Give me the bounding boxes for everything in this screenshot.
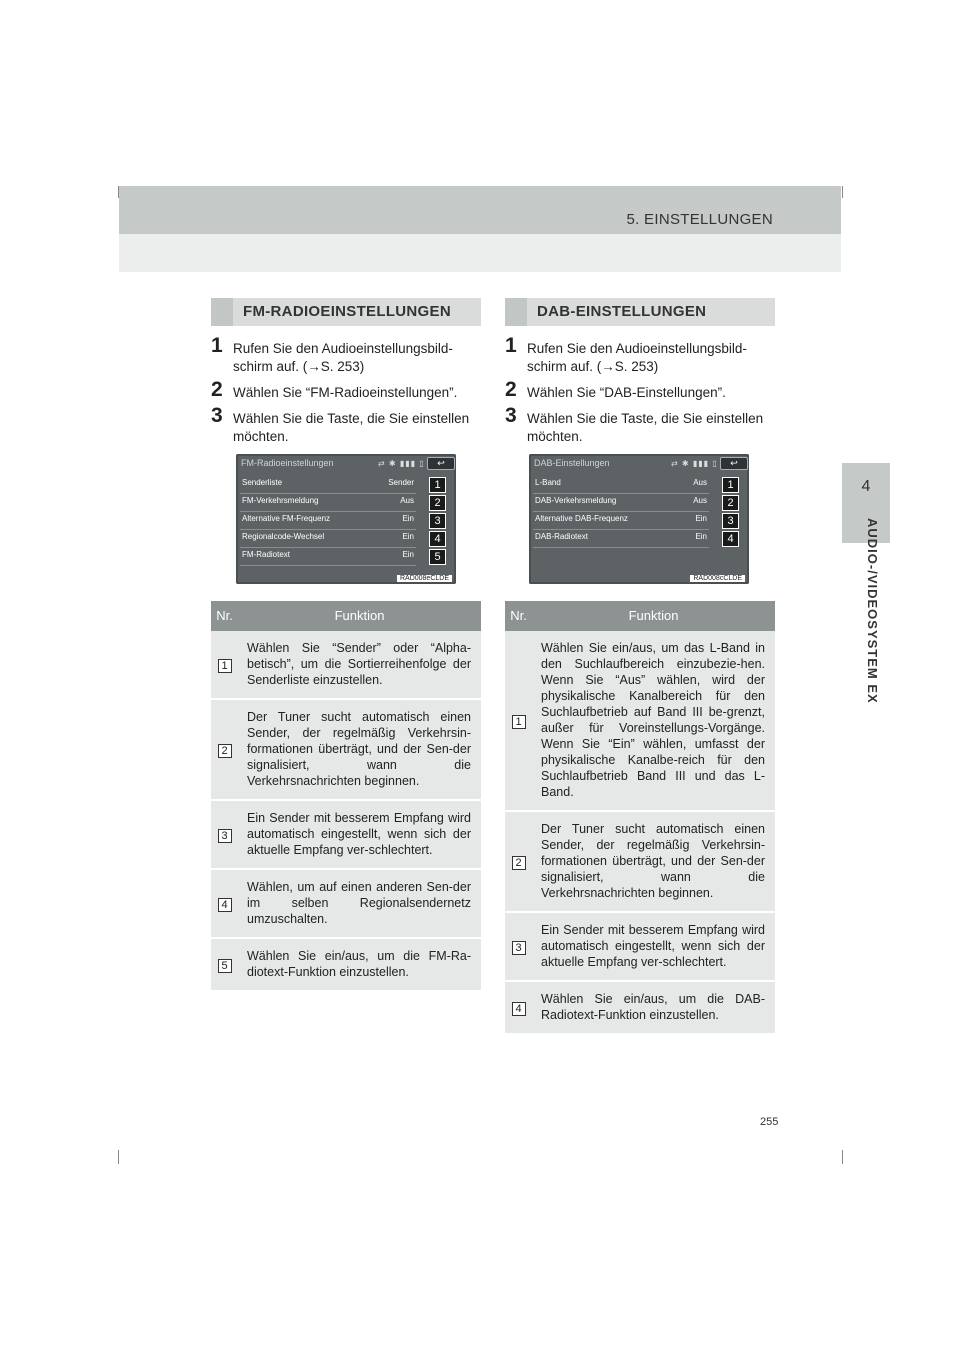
callout-badge: 5	[429, 549, 446, 565]
row-label: Regionalcode-Wechsel	[242, 532, 325, 541]
callout-badge: 1	[429, 477, 446, 493]
screen-row	[533, 512, 709, 530]
callout-badge: 3	[722, 513, 739, 529]
dab-settings-screenshot	[529, 454, 749, 584]
nr-cell	[211, 699, 238, 800]
step-number: 3	[505, 404, 517, 427]
screen-row	[240, 512, 416, 530]
step	[211, 378, 481, 402]
function-cell: Der Tuner sucht automatisch einen Sender, der regelmäßig Verkehrsin-formationen überträgt, und der Sen-der signalisiert, wann die Verkehrsnachrichten beginnen.	[238, 699, 481, 800]
step-number: 1	[211, 334, 223, 357]
left-column	[211, 298, 481, 446]
step-text: Wählen Sie “FM-Radioeinstellungen”.	[233, 385, 458, 400]
table-row	[211, 631, 481, 699]
function-cell: Wählen, um auf einen anderen Sen-der im selben Regionalsendernetz umzuschalten.	[238, 869, 481, 938]
screen-row	[240, 548, 416, 566]
screen-row	[533, 530, 709, 548]
table-header-row	[505, 601, 775, 631]
callout-badge: 2	[722, 495, 739, 511]
row-value: Sender	[388, 478, 414, 487]
chapter-title: 5. EINSTELLUNGEN	[626, 211, 773, 228]
crop-mark	[842, 186, 843, 198]
screen-title: DAB-Einstellungen	[534, 458, 610, 468]
row-value: Ein	[695, 514, 707, 523]
screen-row	[240, 494, 416, 512]
step-text: Rufen Sie den Audioeinstellungsbild-schirm auf. (→S. 253)	[233, 341, 453, 374]
section-marker	[211, 298, 233, 326]
number-badge: 3	[218, 829, 232, 843]
number-badge: 4	[218, 898, 232, 912]
table-row	[505, 912, 775, 981]
number-badge: 2	[218, 744, 232, 758]
table-row	[505, 981, 775, 1034]
crop-mark	[842, 1150, 843, 1164]
table-row	[505, 631, 775, 811]
section-title: FM-RADIOEINSTELLUNGEN	[243, 303, 451, 320]
number-badge: 5	[218, 959, 232, 973]
number-badge: 1	[218, 659, 232, 673]
chapter-number: 4	[861, 478, 871, 495]
function-cell: Wählen Sie ein/aus, um die DAB-Radiotext-Funktion einzustellen.	[532, 981, 775, 1034]
table-row	[505, 811, 775, 912]
nr-cell	[505, 981, 532, 1034]
nr-cell	[211, 938, 238, 991]
nr-cell	[211, 869, 238, 938]
screen-title: FM-Radioeinstellungen	[241, 458, 334, 468]
nr-cell	[505, 631, 532, 811]
function-cell: Wählen Sie “Sender” oder “Alpha-betisch”, um die Sortierreihenfolge der Senderliste einzustellen.	[238, 631, 481, 699]
function-cell: Der Tuner sucht automatisch einen Sender, der regelmäßig Verkehrsin-formationen überträgt, und der Sen-der signalisiert, wann die Verkehrsnachrichten beginnen.	[532, 811, 775, 912]
row-value: Aus	[693, 478, 707, 487]
number-badge: 4	[512, 1002, 526, 1016]
table-row	[211, 869, 481, 938]
table-row	[211, 938, 481, 991]
right-column	[505, 298, 775, 446]
callout-badge: 2	[429, 495, 446, 511]
callout-badge: 3	[429, 513, 446, 529]
function-cell: Ein Sender mit besserem Empfang wird automatisch eingestellt, wenn sich der aktuelle Empfang ver-schlechtert.	[532, 912, 775, 981]
screen-row	[240, 530, 416, 548]
row-value: Ein	[695, 532, 707, 541]
row-value: Ein	[402, 550, 414, 559]
row-label: DAB-Radiotext	[535, 532, 588, 541]
back-icon: ↩	[427, 457, 455, 470]
function-cell: Wählen Sie ein/aus, um das L-Band in den Suchlaufbereich einzubezie-hen. Wenn Sie “Aus” wählen, wird der physikalische Kanalbereich für den Suchlaufbetrieb auf Band III be-grenzt, außer für Voreinstellungs-Vorgänge. Wenn Sie “Ein” wählen, umfasst der physikalische Kanalbe-reich für den Suchlaufbetrieb Band III und das L-Band.	[532, 631, 775, 811]
step	[211, 404, 481, 446]
step	[505, 378, 775, 402]
step-number: 1	[505, 334, 517, 357]
number-badge: 2	[512, 856, 526, 870]
row-value: Aus	[400, 496, 414, 505]
row-value: Aus	[693, 496, 707, 505]
row-label: FM-Verkehrsmeldung	[242, 496, 319, 505]
fm-function-table	[211, 601, 481, 992]
step-text: Rufen Sie den Audioeinstellungsbild-schirm auf. (→S. 253)	[527, 341, 747, 374]
image-code: RAD008eCLDE	[397, 575, 452, 582]
step-text: Wählen Sie die Taste, die Sie einstellen möchten.	[527, 411, 764, 444]
callout-badge: 4	[429, 531, 446, 547]
number-badge: 1	[512, 715, 526, 729]
row-label: DAB-Verkehrsmeldung	[535, 496, 617, 505]
table-header-row	[211, 601, 481, 631]
function-cell: Wählen Sie ein/aus, um die FM-Ra-diotext-Funktion einzustellen.	[238, 938, 481, 991]
page-header	[119, 186, 841, 272]
status-icons: ⇄ ✱ ▮▮▮ ▯	[378, 459, 425, 468]
screen-row	[533, 494, 709, 512]
back-icon: ↩	[720, 457, 748, 470]
step	[505, 334, 775, 376]
nr-cell	[211, 631, 238, 699]
image-code: RAD008cCLDE	[690, 575, 745, 582]
nr-cell	[211, 800, 238, 869]
step-number: 2	[505, 378, 517, 401]
screen-row	[240, 476, 416, 494]
column-header-nr: Nr.	[505, 601, 532, 631]
dab-function-table	[505, 601, 775, 1035]
row-label: L-Band	[535, 478, 561, 487]
callout-badge: 1	[722, 477, 739, 493]
step-number: 3	[211, 404, 223, 427]
table-row	[211, 699, 481, 800]
step-text: Wählen Sie die Taste, die Sie einstellen möchten.	[233, 411, 470, 444]
row-value: Ein	[402, 532, 414, 541]
fm-settings-screenshot	[236, 454, 456, 584]
section-title: DAB-EINSTELLUNGEN	[537, 303, 707, 320]
section-heading	[211, 298, 481, 326]
status-icons: ⇄ ✱ ▮▮▮ ▯	[671, 459, 718, 468]
column-header-funktion: Funktion	[238, 601, 481, 631]
step-number: 2	[211, 378, 223, 401]
function-cell: Ein Sender mit besserem Empfang wird automatisch eingestellt, wenn sich der aktuelle Empfang ver-schlechtert.	[238, 800, 481, 869]
row-label: Alternative FM-Frequenz	[242, 514, 331, 523]
callout-badge: 4	[722, 531, 739, 547]
chapter-label: AUDIO-/VIDEOSYSTEM EX	[865, 518, 880, 704]
row-value: Ein	[402, 514, 414, 523]
step	[505, 404, 775, 446]
section-marker	[505, 298, 527, 326]
table-row	[211, 800, 481, 869]
page-number: 255	[760, 1116, 779, 1128]
screen-row	[533, 476, 709, 494]
column-header-nr: Nr.	[211, 601, 238, 631]
column-header-funktion: Funktion	[532, 601, 775, 631]
row-label: Senderliste	[242, 478, 283, 487]
number-badge: 3	[512, 941, 526, 955]
crop-mark	[118, 1150, 119, 1164]
row-label: FM-Radiotext	[242, 550, 291, 559]
step-text: Wählen Sie “DAB-Einstellungen”.	[527, 385, 726, 400]
section-heading	[505, 298, 775, 326]
nr-cell	[505, 811, 532, 912]
nr-cell	[505, 912, 532, 981]
row-label: Alternative DAB-Frequenz	[535, 514, 628, 523]
step	[211, 334, 481, 376]
